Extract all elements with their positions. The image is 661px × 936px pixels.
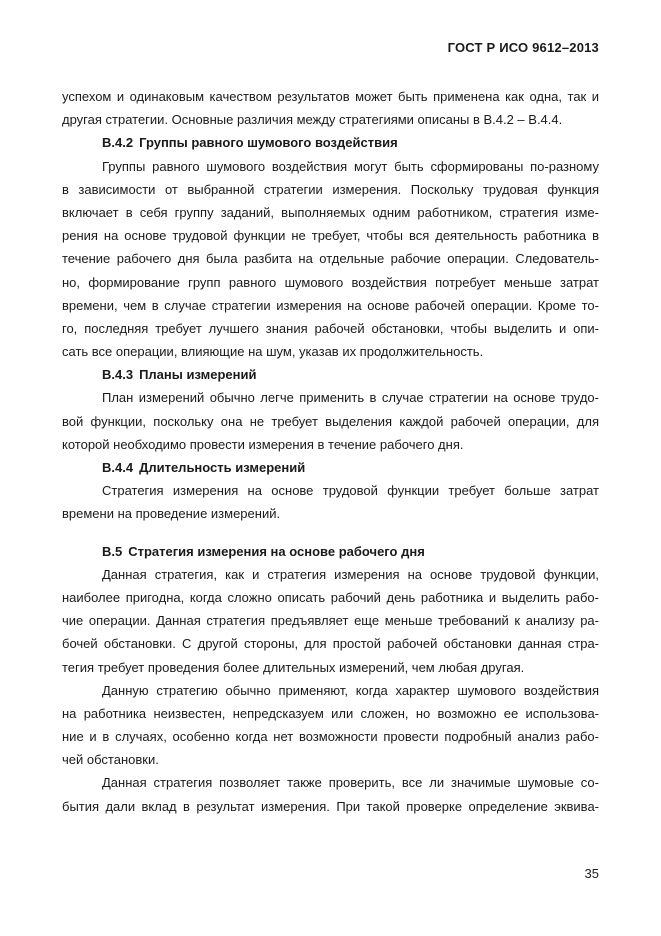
- text-line: вой функции, поскольку она не требует выделения каждой рабочей операции, для: [62, 413, 599, 429]
- section-number: В.4.4: [102, 460, 134, 475]
- section-heading-b44: [62, 456, 599, 479]
- text-line: Данная стратегия позволяет также проверить, все ли значимые шумовые со-: [102, 775, 599, 791]
- text-line: на работника неизвестен, непредсказуем или сложен, но возможно ее использова-: [62, 705, 599, 721]
- text-line: го, последняя требует лучшего знания рабочей обстановки, чтобы выделить и опи-: [62, 320, 599, 336]
- text-line: бытия дали вклад в результат измерения. При такой проверке определение эквива-: [62, 798, 599, 814]
- text-line: тегия требует проведения более длительных измерений, чем любая другая.: [62, 659, 525, 675]
- text-line: наиболее пригодна, когда сложно описать рабочий день работника и выделить рабо-: [62, 589, 599, 605]
- text-line: которой необходимо провести измерения в течение рабочего дня.: [62, 436, 464, 452]
- text-line: времени, чем в случае стратегии измерения на основе рабочей операции. Кроме то-: [62, 297, 599, 313]
- text-line: успехом и одинаковым качеством результатов может быть применена как одна, так и: [62, 89, 599, 104]
- section-number: В.4.3: [102, 367, 134, 383]
- document-header: ГОСТ Р ИСО 9612–2013: [447, 40, 599, 55]
- text-line: другая стратегии. Основные различия между стратегиями описаны в В.4.2 – В.4.4.: [62, 112, 563, 128]
- text-line: течение рабочего дня была разбита на отдельные рабочие операции. Следователь-: [62, 251, 599, 267]
- text-line: бочей обстановки. С другой стороны, для простой рабочей обстановки данная стра-: [62, 636, 599, 652]
- text-line: План измерений обычно легче применить в случае стратегии на основе трудо-: [102, 390, 599, 406]
- section-title: Стратегия измерения на основе рабочего дня: [128, 543, 425, 559]
- text-line: рения на основе трудовой функции не требует, чтобы вся деятельность работника в: [62, 228, 599, 244]
- text-line: Группы равного шумового воздействия могут быть сформированы по-разному: [102, 158, 599, 174]
- section-title: Длительность измерений: [139, 460, 306, 475]
- text-line: Данная стратегия, как и стратегия измерения на основе трудовой функции,: [102, 566, 599, 582]
- text-line: в зависимости от выбранной стратегии измерения. Поскольку трудовая функция: [62, 181, 599, 197]
- section-title: Планы измерений: [139, 367, 257, 383]
- text-line: чей обстановки.: [62, 752, 159, 768]
- section-spacer: [62, 526, 599, 540]
- text-line: Данную стратегию обычно применяют, когда характер шумового воздействия: [102, 682, 599, 698]
- text-line: но, формирование групп равного шумового воздействия потребует меньше затрат: [62, 274, 599, 290]
- text-line: ние и в случаях, особенно когда нет возможности провести подробный анализ рабо-: [62, 729, 599, 745]
- text-line: включает в себя группу заданий, выполняемых одним работником, стратегия изме-: [62, 204, 599, 220]
- text-line: сать все операции, влияющие на шум, указав их продолжительность.: [62, 344, 484, 360]
- page-number: 35: [584, 866, 599, 881]
- section-heading-b5: [62, 540, 599, 563]
- section-title: Группы равного шумового воздействия: [139, 135, 398, 151]
- section-number: В.4.2: [102, 135, 134, 151]
- section-number: В.5: [102, 543, 123, 559]
- section-heading-b43: [62, 363, 599, 386]
- text-line: времени на проведение измерений.: [62, 506, 281, 522]
- section-heading-b42: [62, 131, 599, 154]
- text-line: чие операции. Данная стратегия предъявляет еще меньше требований к анализу ра-: [62, 613, 599, 629]
- text-line: Стратегия измерения на основе трудовой функции требует больше затрат: [102, 483, 599, 499]
- document-body: [62, 85, 599, 818]
